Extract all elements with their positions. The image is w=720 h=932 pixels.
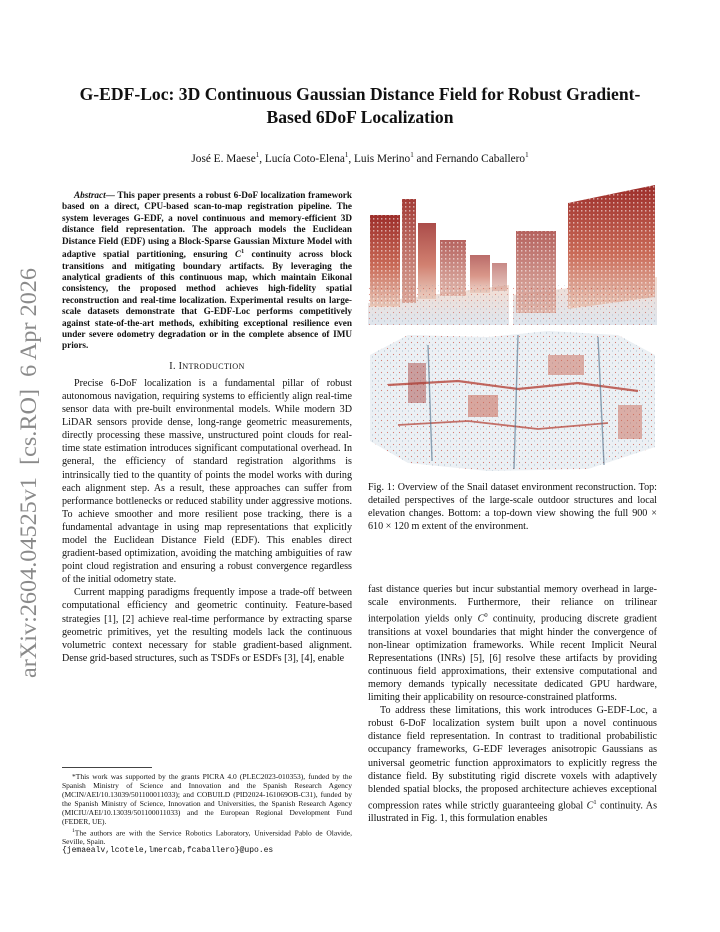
caption-dimensions: 900 × 610 × 120 <box>368 508 657 533</box>
body-paragraph <box>368 583 657 704</box>
math-c: C <box>477 613 485 625</box>
body-paragraph <box>368 704 657 825</box>
left-column <box>62 190 352 665</box>
footnote-rule <box>62 767 152 768</box>
footnote-mark: 1 <box>72 827 75 834</box>
math-superscript: 0 <box>484 612 488 620</box>
author-name: Lucía Coto-Elena <box>264 152 345 165</box>
figure-1 <box>368 185 657 475</box>
author-separator: , <box>348 152 355 165</box>
math-c: C <box>586 800 594 812</box>
abstract-text: This paper presents a robust 6-DoF localization framework based on a direct, CPU-based scan-to-map registration pipeline. The system leverages G-EDF, a novel continuous and memory-efficient 3D distance field representation. The approach models the Euclidean Distance Field (EDF) using a Block-Sparse Gaussian Mixture Model with adaptive spatial partitioning, ensuring <box>62 190 352 260</box>
math-superscript: 1 <box>593 798 597 806</box>
section-title-rest: NTRODUCTION <box>182 361 245 371</box>
intro-paragraph: Precise 6-DoF localization is a fundamental pillar of robust autonomous navigation, requiring systems to efficiently align real-time sensor data with pre-built environmental models. While modern 3D LiDAR sensors provide dense, long-range geometric measurements, directly processing these massive, unstructured point clouds for real-time state estimation introduces significant computational overhead. In general, the efficiency of standard registration algorithms is intrinsically tied to the quantity of points the model works with during each alignment step. As a result, these approaches can suffer from performance bottlenecks or reduced stability under aggressive motions. To achieve smoother and more resilient pose tracking, there is a fundamental advantage in using map representations that explicitly model the Euclidean Distance Field (EDF). This enables direct gradient-based optimization, avoiding the matching ambiguities of raw point cloud registration and ensuring a robust convergence regardless of the initial odometry state. <box>62 377 352 586</box>
intro-paragraph: Current mapping paradigms frequently impose a trade-off between computational efficiency and geometric continuity. Feature-based strategies [1], [2] achieve real-time performance by extracting sparse geometric primitives, yet the resulting models lack the continuous volumetric context necessary for stable gradient-based alignment. Dense grid-based structures, such as TSDFs or ESDFs [3], [4], enable <box>62 587 352 664</box>
caption-text: Overview of the Snail dataset environment reconstruction. Top: detailed perspectives of the large-scale outdoor structures and local elevation changes. Bottom: a top-down view showing the full <box>368 482 657 520</box>
section-heading <box>62 360 352 373</box>
author-separator: and <box>413 152 436 165</box>
arxiv-stamp-text: arXiv:2604.04525v1 [cs.RO] 6 Apr 2026 <box>16 288 41 678</box>
affiliation-footnote <box>62 827 352 847</box>
author-name: Fernando Caballero <box>435 152 526 165</box>
paragraph-text: To address these limitations, this work introduces G-EDF-Loc, a robust 6-DoF localization system built upon a novel continuous distance field representation. In contrast to traditional probabilistic occupancy frameworks, G-EDF leverages anisotropic Gaussians as universal geometric function approximators to explicitly regress the distance field. By substituting rigid discrete voxels with adaptively blended spatial blocks, the proposed architecture achieves exceptional compression rates while strictly guaranteeing global <box>368 705 657 812</box>
section-number: I. <box>169 360 179 372</box>
figure-label: Fig. 1: <box>368 482 398 493</box>
right-column-text <box>368 583 657 825</box>
figure-caption <box>368 481 657 533</box>
abstract <box>62 190 352 352</box>
math-c: C <box>234 249 242 260</box>
paragraph-text: continuity, producing discrete gradient transitions at voxel boundaries that might hinder the convergence of non-linear optimization frameworks. While recent Implicit Neural Representations (INRs) [5], [6] resolve these artifacts by providing continuous field approximations, their extensive computational and memory demands typically necessitate dedicated GPU hardware, limiting their applicability on resource-constrained platforms. <box>368 613 657 704</box>
abstract-label: Abstract <box>74 190 106 200</box>
figure-panel-top-right <box>513 185 657 325</box>
author-name: José E. Maese <box>191 152 256 165</box>
author-affiliation: 1 <box>525 151 529 159</box>
footnotes <box>62 767 352 855</box>
abstract-dash: — <box>105 190 118 200</box>
author-affiliation: 1 <box>255 151 260 159</box>
abstract-text: continuity across block transitions and mitigating boundary artifacts. By leveraging the analytical gradients of this continuous map, which maintain Eikonal consistency, the proposed method achieves high-fidelity spatial reconstruction and real-time localization. Experimental results on large-scale datasets demonstrate that G-EDF-Loc performs competitively against state-of-the-art methods, exhibiting exceptional resilience even under severe odometry degradation or in the complete absence of IMU priors. <box>62 249 352 351</box>
figure-panel-top-left <box>368 185 509 325</box>
paragraph-text: continuity. As illustrated in Fig. 1, this formulation enables <box>368 800 657 825</box>
author-separator: , <box>259 152 265 165</box>
figure-panel-top-down-map <box>368 329 657 475</box>
paragraph-text: fast distance queries but incur substantial memory overhead in large-scale environments. Furthermore, their reliance on trilinear interpolation yields only <box>368 584 657 625</box>
author-emails: {jemaealv,lcotele,lmercab,fcaballero}@upo.es <box>62 846 274 856</box>
affiliation-text: The authors are with the Service Robotics Laboratory, Universidad Pablo de Olavide, Seville, Spain. <box>62 828 352 847</box>
author-name: Luis Merino <box>354 152 411 165</box>
caption-text: m extent of the environment. <box>409 521 529 533</box>
paper-title: G-EDF-Loc: 3D Continuous Gaussian Distance Field for Robust Gradient-Based 6DoF Localization <box>79 84 641 127</box>
author-affiliation: 1 <box>410 151 414 159</box>
section-title-initial: I <box>178 360 183 372</box>
author-list <box>64 148 656 166</box>
math-superscript: 1 <box>241 249 245 256</box>
arxiv-stamp <box>4 262 50 678</box>
funding-footnote: *This work was supported by the grants PICRA 4.0 (PLEC2023-010353), funded by the Spanish Ministry of Science and Innovation and the Spanish Research Agency (MCIN/AEI/10.13039/501100011033); and COBUILD (PID2024-161069OB-C31), funded by the Spanish Ministry of Science, Innovation and Universities, the Spanish Research Agency (MICIU/AEI/10.13039/501100011033) and the European Regional Development Fund (FEDER, UE). <box>62 772 352 827</box>
author-affiliation: 1 <box>344 151 349 159</box>
